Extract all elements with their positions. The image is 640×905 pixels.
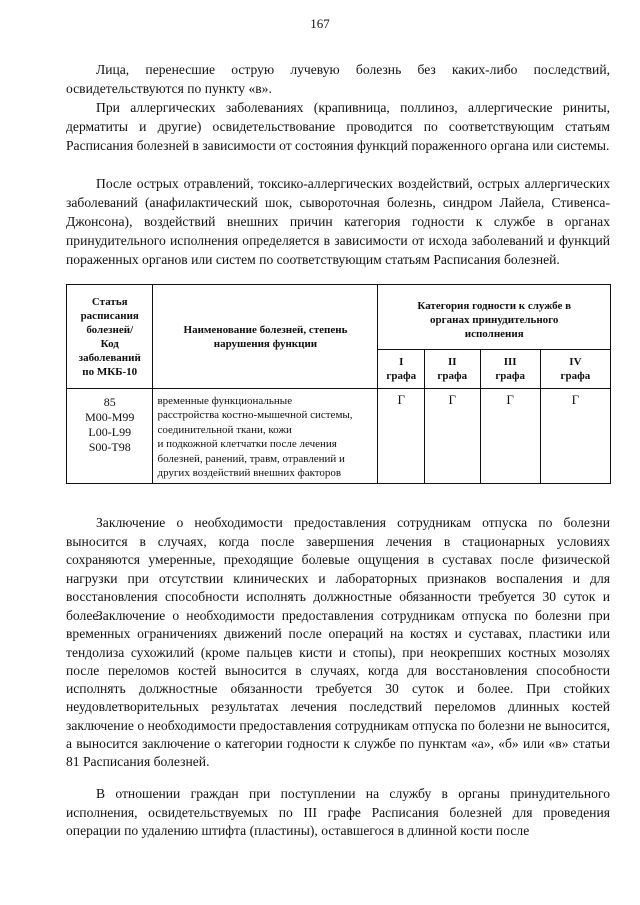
paragraph-sick-leave-joint-pain: Заключение о необходимости предоставления сотрудникам отпуска по болезни выносится в случаях, когда после завершения лечения в стационарных условиях сохраняются умеренные, преходящие болевые ощущения в суставах после физической нагрузки при отсутствии клинических и лабораторных признаков воспаления и для восстановления способности исполнять должностные обязанности требуется 30 суток и более. — [66, 515, 610, 623]
disease-category-table — [66, 284, 611, 484]
paragraph-allergic-diseases: При аллергических заболеваниях (крапивница, поллиноз, аллергические риниты, дерматиты и другие) освидетельствование проводится по соответствующим статьям Расписания болезней в зависимости от состояния функций пораженного органа или системы. — [66, 100, 610, 153]
header-article-code: Статья расписания болезней/ Код заболеваний по МКБ-10 — [67, 285, 153, 389]
category-graph-3: Г — [480, 389, 540, 484]
article-codes-cell: 85 M00-M99 L00-L99 S00-T98 — [67, 389, 153, 484]
page-number: 167 — [310, 16, 330, 31]
header-fitness-category: Категория годности к службе в органах принудительного исполнения — [378, 285, 611, 350]
paragraph-pin-removal: В отношении граждан при поступлении на службу в органы принудительного исполнения, освидетельствуемых по III графе Расписания болезней для проведения операции по удалению штифта (пластины), оставшегося в длинной кости после — [66, 786, 610, 838]
header-graph-1: I графа — [378, 350, 425, 389]
paragraph-radiation-sickness: Лица, перенесшие острую лучевую болезнь без каких-либо последствий, освидетельствуются по пункту «в». — [66, 62, 610, 96]
header-graph-2: II графа — [425, 350, 480, 389]
paragraph-acute-poisoning: После острых отравлений, токсико-аллергических воздействий, острых аллергических заболеваний (анафилактический шок, сывороточная болезнь, синдром Лайела, Стивенса-Джонсона), воздействий внешних причин категория годности к службе в органах принудительного исполнения определяется в зависимости от исхода заболеваний и функций пораженных органов или систем по соответствующим статьям Расписания болезней. — [66, 176, 610, 267]
paragraph-sick-leave-bone-surgery: Заключение о необходимости предоставления сотрудникам отпуска по болезни при временных ограничениях движений после операций на костях и суставах, пластики или тендолиза сухожилий (кроме пальцев кисти и стопы), при неокрепших костных мозолях после переломов костей выносится в случаях, когда для восстановления способности исполнять должностные обязанности требуется 30 суток и более. При стойких неудовлетворительных результатах лечения последствий переломов длинных костей заключение о необходимости предоставления сотрудникам отпуска по болезни не выносится, а выносится заключение о категории годности к службе по пунктам «а», «б» или «в» статьи 81 Расписания болезней. — [66, 608, 610, 770]
table-row — [67, 389, 611, 484]
table-header-row — [67, 285, 611, 350]
header-graph-4: IV графа — [540, 350, 610, 389]
header-graph-3: III графа — [480, 350, 540, 389]
category-graph-1: Г — [378, 389, 425, 484]
category-graph-2: Г — [425, 389, 480, 484]
disease-description-cell: временные функциональные расстройства костно-мышечной системы, соединительной ткани, кожи и подкожной клетчатки после лечения болезней, ранений, травм, отравлений и других воздействий внешних факторов — [153, 389, 378, 484]
header-disease-name: Наименование болезней, степень нарушения функции — [153, 285, 378, 389]
category-graph-4: Г — [540, 389, 610, 484]
